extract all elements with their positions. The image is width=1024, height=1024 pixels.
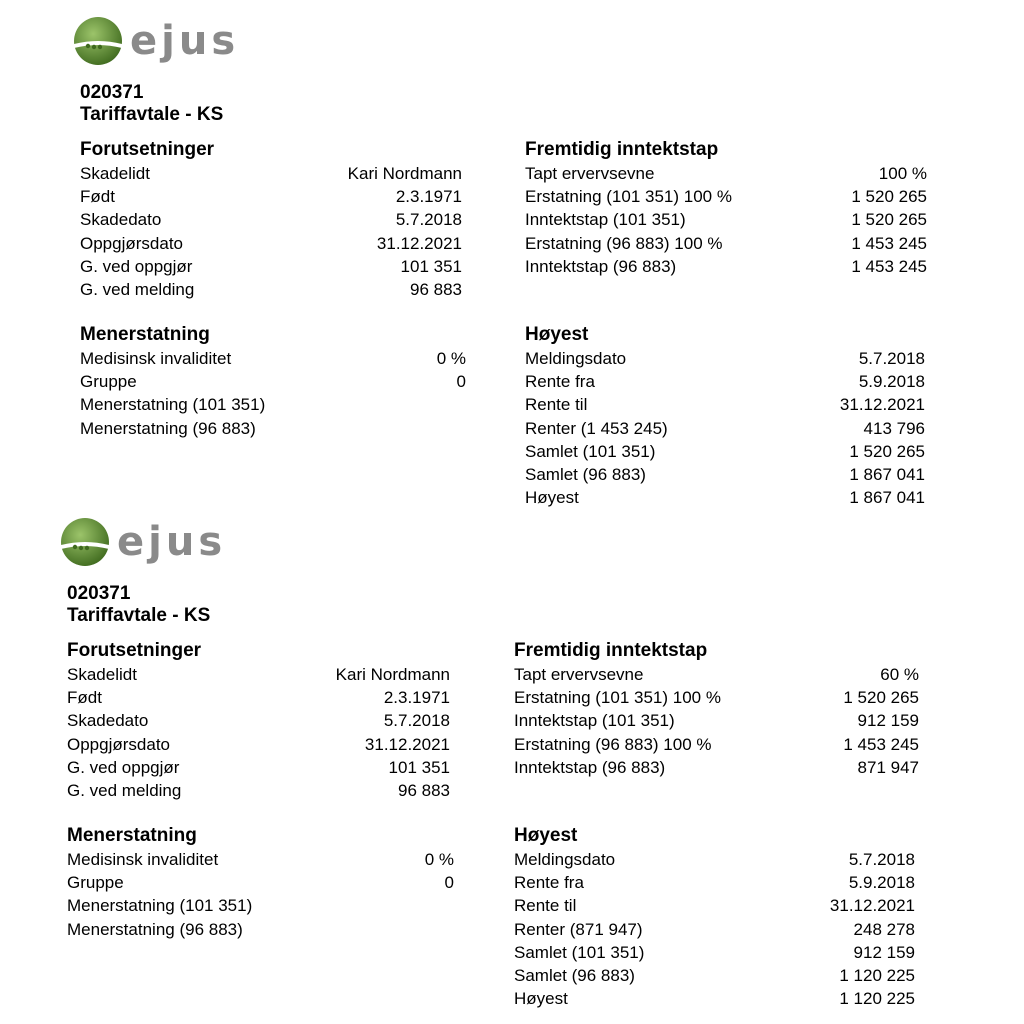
row-label: Rente til xyxy=(525,395,588,415)
table-row xyxy=(67,733,450,756)
table-row xyxy=(514,709,919,732)
menerstatning-section xyxy=(67,825,454,941)
ejus-logo-icon xyxy=(72,16,124,66)
row-label: Renter (871 947) xyxy=(514,919,643,939)
row-label: G. ved melding xyxy=(80,279,195,299)
table-row xyxy=(514,663,919,686)
table-row xyxy=(80,417,466,440)
row-value: 1 453 245 xyxy=(851,256,927,276)
row-label: Samlet (96 883) xyxy=(514,965,635,985)
table-row xyxy=(80,162,462,185)
rows xyxy=(525,347,925,509)
row-label: Tapt ervervsevne xyxy=(514,665,644,684)
table-row xyxy=(67,871,454,894)
row-label: G. ved melding xyxy=(67,780,182,800)
row-label: G. ved oppgjør xyxy=(67,757,180,777)
logo-text: ejus xyxy=(130,18,240,64)
section-title: Menerstatning xyxy=(67,825,197,846)
row-label: Erstatning (101 351) 100 % xyxy=(525,187,732,207)
row-label: Oppgjørsdato xyxy=(80,233,183,253)
table-row xyxy=(514,987,915,1010)
row-value: 1 453 245 xyxy=(851,233,927,253)
section-title: Høyest xyxy=(525,324,589,345)
table-row xyxy=(67,686,450,709)
row-label: Samlet (96 883) xyxy=(525,464,646,484)
row-label: Medisinsk invaliditet xyxy=(67,850,219,869)
table-row xyxy=(525,393,925,416)
table-row xyxy=(514,756,919,779)
row-label: Født xyxy=(67,688,102,708)
table-row xyxy=(80,232,462,255)
case-header xyxy=(80,82,223,126)
row-value: 101 351 xyxy=(388,757,450,777)
table-row xyxy=(525,208,927,231)
row-label: Meldingsdato xyxy=(514,850,616,869)
row-value: 0 % xyxy=(424,850,454,869)
agreement-title: Tariffavtale - KS xyxy=(67,605,211,626)
table-row xyxy=(80,393,466,416)
logo-text: ejus xyxy=(117,519,227,565)
row-value: 0 % xyxy=(436,349,466,368)
section-title: Forutsetninger xyxy=(80,139,215,160)
row-value: 1 520 265 xyxy=(851,187,927,207)
row-label: Rente fra xyxy=(525,372,595,392)
hoyest-section xyxy=(525,324,925,509)
row-label: Inntektstap (101 351) xyxy=(525,210,686,230)
row-label: Oppgjørsdato xyxy=(67,734,170,754)
row-label: Erstatning (101 351) 100 % xyxy=(514,688,721,708)
row-label: Tapt ervervsevne xyxy=(525,164,655,183)
row-value: 912 159 xyxy=(857,711,919,731)
row-label: Skadedato xyxy=(80,210,162,230)
row-value: 1 520 265 xyxy=(851,210,927,230)
row-value: 100 % xyxy=(878,164,927,183)
row-value: 0 xyxy=(444,873,454,893)
row-label: Født xyxy=(80,187,115,207)
row-label: Inntektstap (96 883) xyxy=(514,757,666,777)
hoyest-section xyxy=(514,825,915,1010)
row-label: Gruppe xyxy=(67,873,124,893)
row-value: 2.3.1971 xyxy=(383,688,450,708)
table-row xyxy=(514,941,915,964)
table-row xyxy=(67,848,454,871)
row-label: Samlet (101 351) xyxy=(514,942,645,962)
rows xyxy=(67,663,450,802)
fremtidig-inntektstap-section xyxy=(525,139,927,278)
section-title: Fremtidig inntektstap xyxy=(525,139,719,160)
row-value: Kari Nordmann xyxy=(347,164,462,183)
table-row xyxy=(525,347,925,370)
table-row xyxy=(80,278,462,301)
row-value: 2.3.1971 xyxy=(395,187,462,207)
rows xyxy=(525,162,927,278)
row-label: Menerstatning (101 351) xyxy=(80,395,266,415)
row-value: 871 947 xyxy=(857,757,919,777)
row-value: 96 883 xyxy=(398,780,450,800)
row-value: 5.7.2018 xyxy=(858,349,925,368)
table-row xyxy=(67,709,450,732)
table-row xyxy=(80,208,462,231)
table-row xyxy=(525,463,925,486)
rows xyxy=(514,848,915,1010)
section-title: Menerstatning xyxy=(80,324,210,345)
table-row xyxy=(80,185,462,208)
table-row xyxy=(67,894,454,917)
row-value: 31.12.2021 xyxy=(364,734,450,754)
row-value: 1 520 265 xyxy=(843,688,919,708)
rows xyxy=(67,848,454,941)
row-value: 1 520 265 xyxy=(849,441,925,461)
table-row xyxy=(514,918,915,941)
table-row xyxy=(67,756,450,779)
fremtidig-inntektstap-section xyxy=(514,640,919,779)
table-row xyxy=(525,440,925,463)
row-label: Menerstatning (96 883) xyxy=(80,418,256,438)
row-label: Skadelidt xyxy=(67,665,137,684)
row-value: 0 xyxy=(456,372,466,392)
ejus-logo xyxy=(59,517,226,567)
table-row xyxy=(525,185,927,208)
row-label: G. ved oppgjør xyxy=(80,256,193,276)
row-label: Inntektstap (101 351) xyxy=(514,711,675,731)
table-row xyxy=(525,255,927,278)
row-label: Menerstatning (96 883) xyxy=(67,919,243,939)
row-value: 248 278 xyxy=(853,919,915,939)
row-value: 60 % xyxy=(880,665,919,684)
row-value: 5.9.2018 xyxy=(848,873,915,893)
row-label: Erstatning (96 883) 100 % xyxy=(525,233,723,253)
report-page-2 xyxy=(0,508,1024,1020)
row-value: 5.7.2018 xyxy=(383,711,450,731)
row-value: Kari Nordmann xyxy=(335,665,450,684)
row-label: Høyest xyxy=(514,989,568,1009)
table-row xyxy=(525,486,925,509)
section-title: Høyest xyxy=(514,825,578,846)
forutsetninger-section xyxy=(80,139,462,301)
case-number: 020371 xyxy=(67,583,131,604)
table-row xyxy=(67,779,450,802)
table-row xyxy=(67,918,454,941)
table-row xyxy=(514,848,915,871)
table-row xyxy=(80,255,462,278)
row-label: Medisinsk invaliditet xyxy=(80,349,232,368)
row-value: 1 453 245 xyxy=(843,734,919,754)
row-label: Høyest xyxy=(525,488,579,508)
ejus-logo xyxy=(72,16,239,66)
row-value: 1 120 225 xyxy=(839,965,915,985)
row-value: 912 159 xyxy=(853,942,915,962)
table-row xyxy=(67,663,450,686)
row-value: 31.12.2021 xyxy=(829,896,915,916)
row-label: Renter (1 453 245) xyxy=(525,418,668,438)
section-title: Fremtidig inntektstap xyxy=(514,640,708,661)
row-label: Meldingsdato xyxy=(525,349,627,368)
menerstatning-section xyxy=(80,324,466,440)
rows xyxy=(80,162,462,301)
case-header xyxy=(67,583,210,627)
row-label: Rente til xyxy=(514,896,577,916)
row-value: 101 351 xyxy=(400,256,462,276)
row-label: Skadedato xyxy=(67,711,149,731)
row-label: Erstatning (96 883) 100 % xyxy=(514,734,712,754)
row-label: Inntektstap (96 883) xyxy=(525,256,677,276)
table-row xyxy=(525,370,925,393)
row-value: 31.12.2021 xyxy=(839,395,925,415)
row-value: 31.12.2021 xyxy=(376,233,462,253)
row-value: 96 883 xyxy=(410,279,462,299)
table-row xyxy=(514,964,915,987)
rows xyxy=(514,663,919,779)
table-row xyxy=(514,871,915,894)
row-label: Menerstatning (101 351) xyxy=(67,896,253,916)
row-value: 5.9.2018 xyxy=(858,372,925,392)
table-row xyxy=(514,894,915,917)
row-label: Rente fra xyxy=(514,873,584,893)
table-row xyxy=(525,417,925,440)
row-value: 5.7.2018 xyxy=(395,210,462,230)
agreement-title: Tariffavtale - KS xyxy=(80,104,224,125)
table-row xyxy=(80,370,466,393)
row-value: 1 120 225 xyxy=(839,989,915,1009)
section-title: Forutsetninger xyxy=(67,640,202,661)
forutsetninger-section xyxy=(67,640,450,802)
table-row xyxy=(525,232,927,255)
row-value: 1 867 041 xyxy=(849,488,925,508)
table-row xyxy=(514,733,919,756)
table-row xyxy=(80,347,466,370)
row-value: 5.7.2018 xyxy=(848,850,915,869)
row-label: Samlet (101 351) xyxy=(525,441,656,461)
row-label: Skadelidt xyxy=(80,164,150,183)
table-row xyxy=(514,686,919,709)
case-number: 020371 xyxy=(80,82,144,103)
row-value: 413 796 xyxy=(863,418,925,438)
table-row xyxy=(525,162,927,185)
rows xyxy=(80,347,466,440)
row-label: Gruppe xyxy=(80,372,137,392)
row-value: 1 867 041 xyxy=(849,464,925,484)
ejus-logo-icon xyxy=(59,517,111,567)
